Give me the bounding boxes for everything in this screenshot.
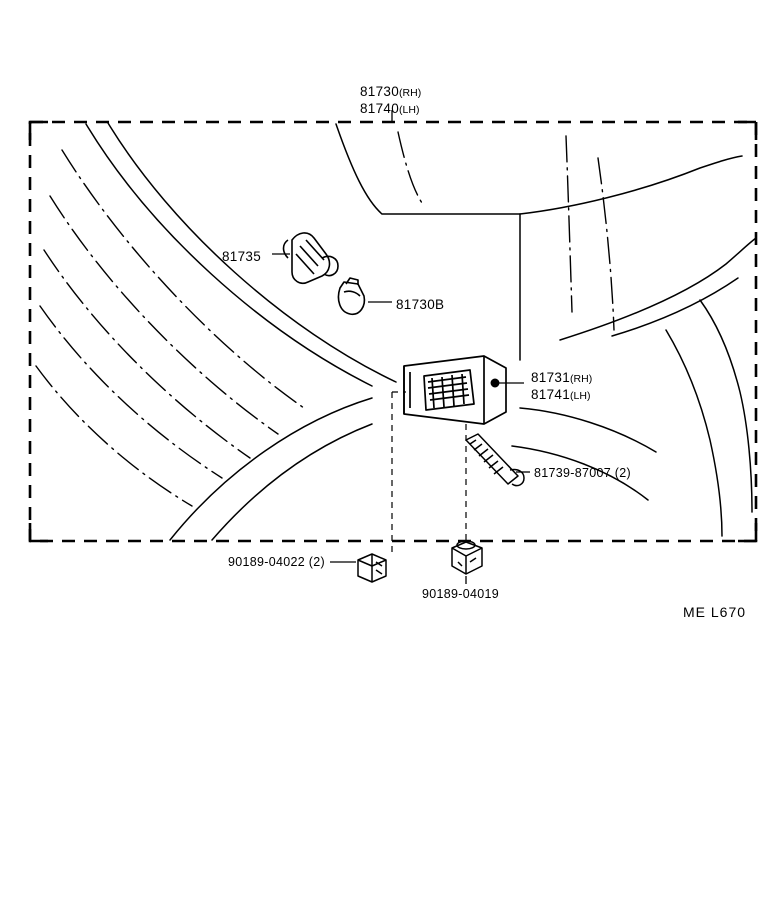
callout-81730b: 81730B (396, 297, 445, 312)
callout-90189-04022: 90189-04022 (2) (228, 555, 325, 569)
leader-lines (272, 110, 530, 584)
screw-graphic (466, 434, 524, 486)
callout-81739-87007: 81739-87007 (2) (534, 466, 631, 480)
bulb-graphic (338, 278, 364, 314)
body-character-lines (36, 132, 614, 506)
nut-graphic (452, 541, 482, 574)
callout-81741-lh: 81741(LH) (531, 387, 591, 402)
callout-81731-rh: 81731(RH) (531, 370, 593, 385)
callout-81735: 81735 (222, 249, 262, 264)
frame-border (30, 122, 756, 541)
vehicle-body-outline (86, 123, 756, 540)
lamp-assembly-graphic (404, 356, 506, 424)
assembly-dashed-lines (392, 392, 466, 556)
title-rh: 81730(RH) (360, 84, 422, 99)
sheet-code: ME L670 (683, 604, 747, 620)
title-lh: 81740(LH) (360, 101, 420, 116)
socket-graphic (284, 233, 339, 283)
callout-90189-04019: 90189-04019 (422, 587, 499, 601)
clip-graphic (358, 554, 386, 582)
frame-corner-ticks (30, 122, 756, 541)
